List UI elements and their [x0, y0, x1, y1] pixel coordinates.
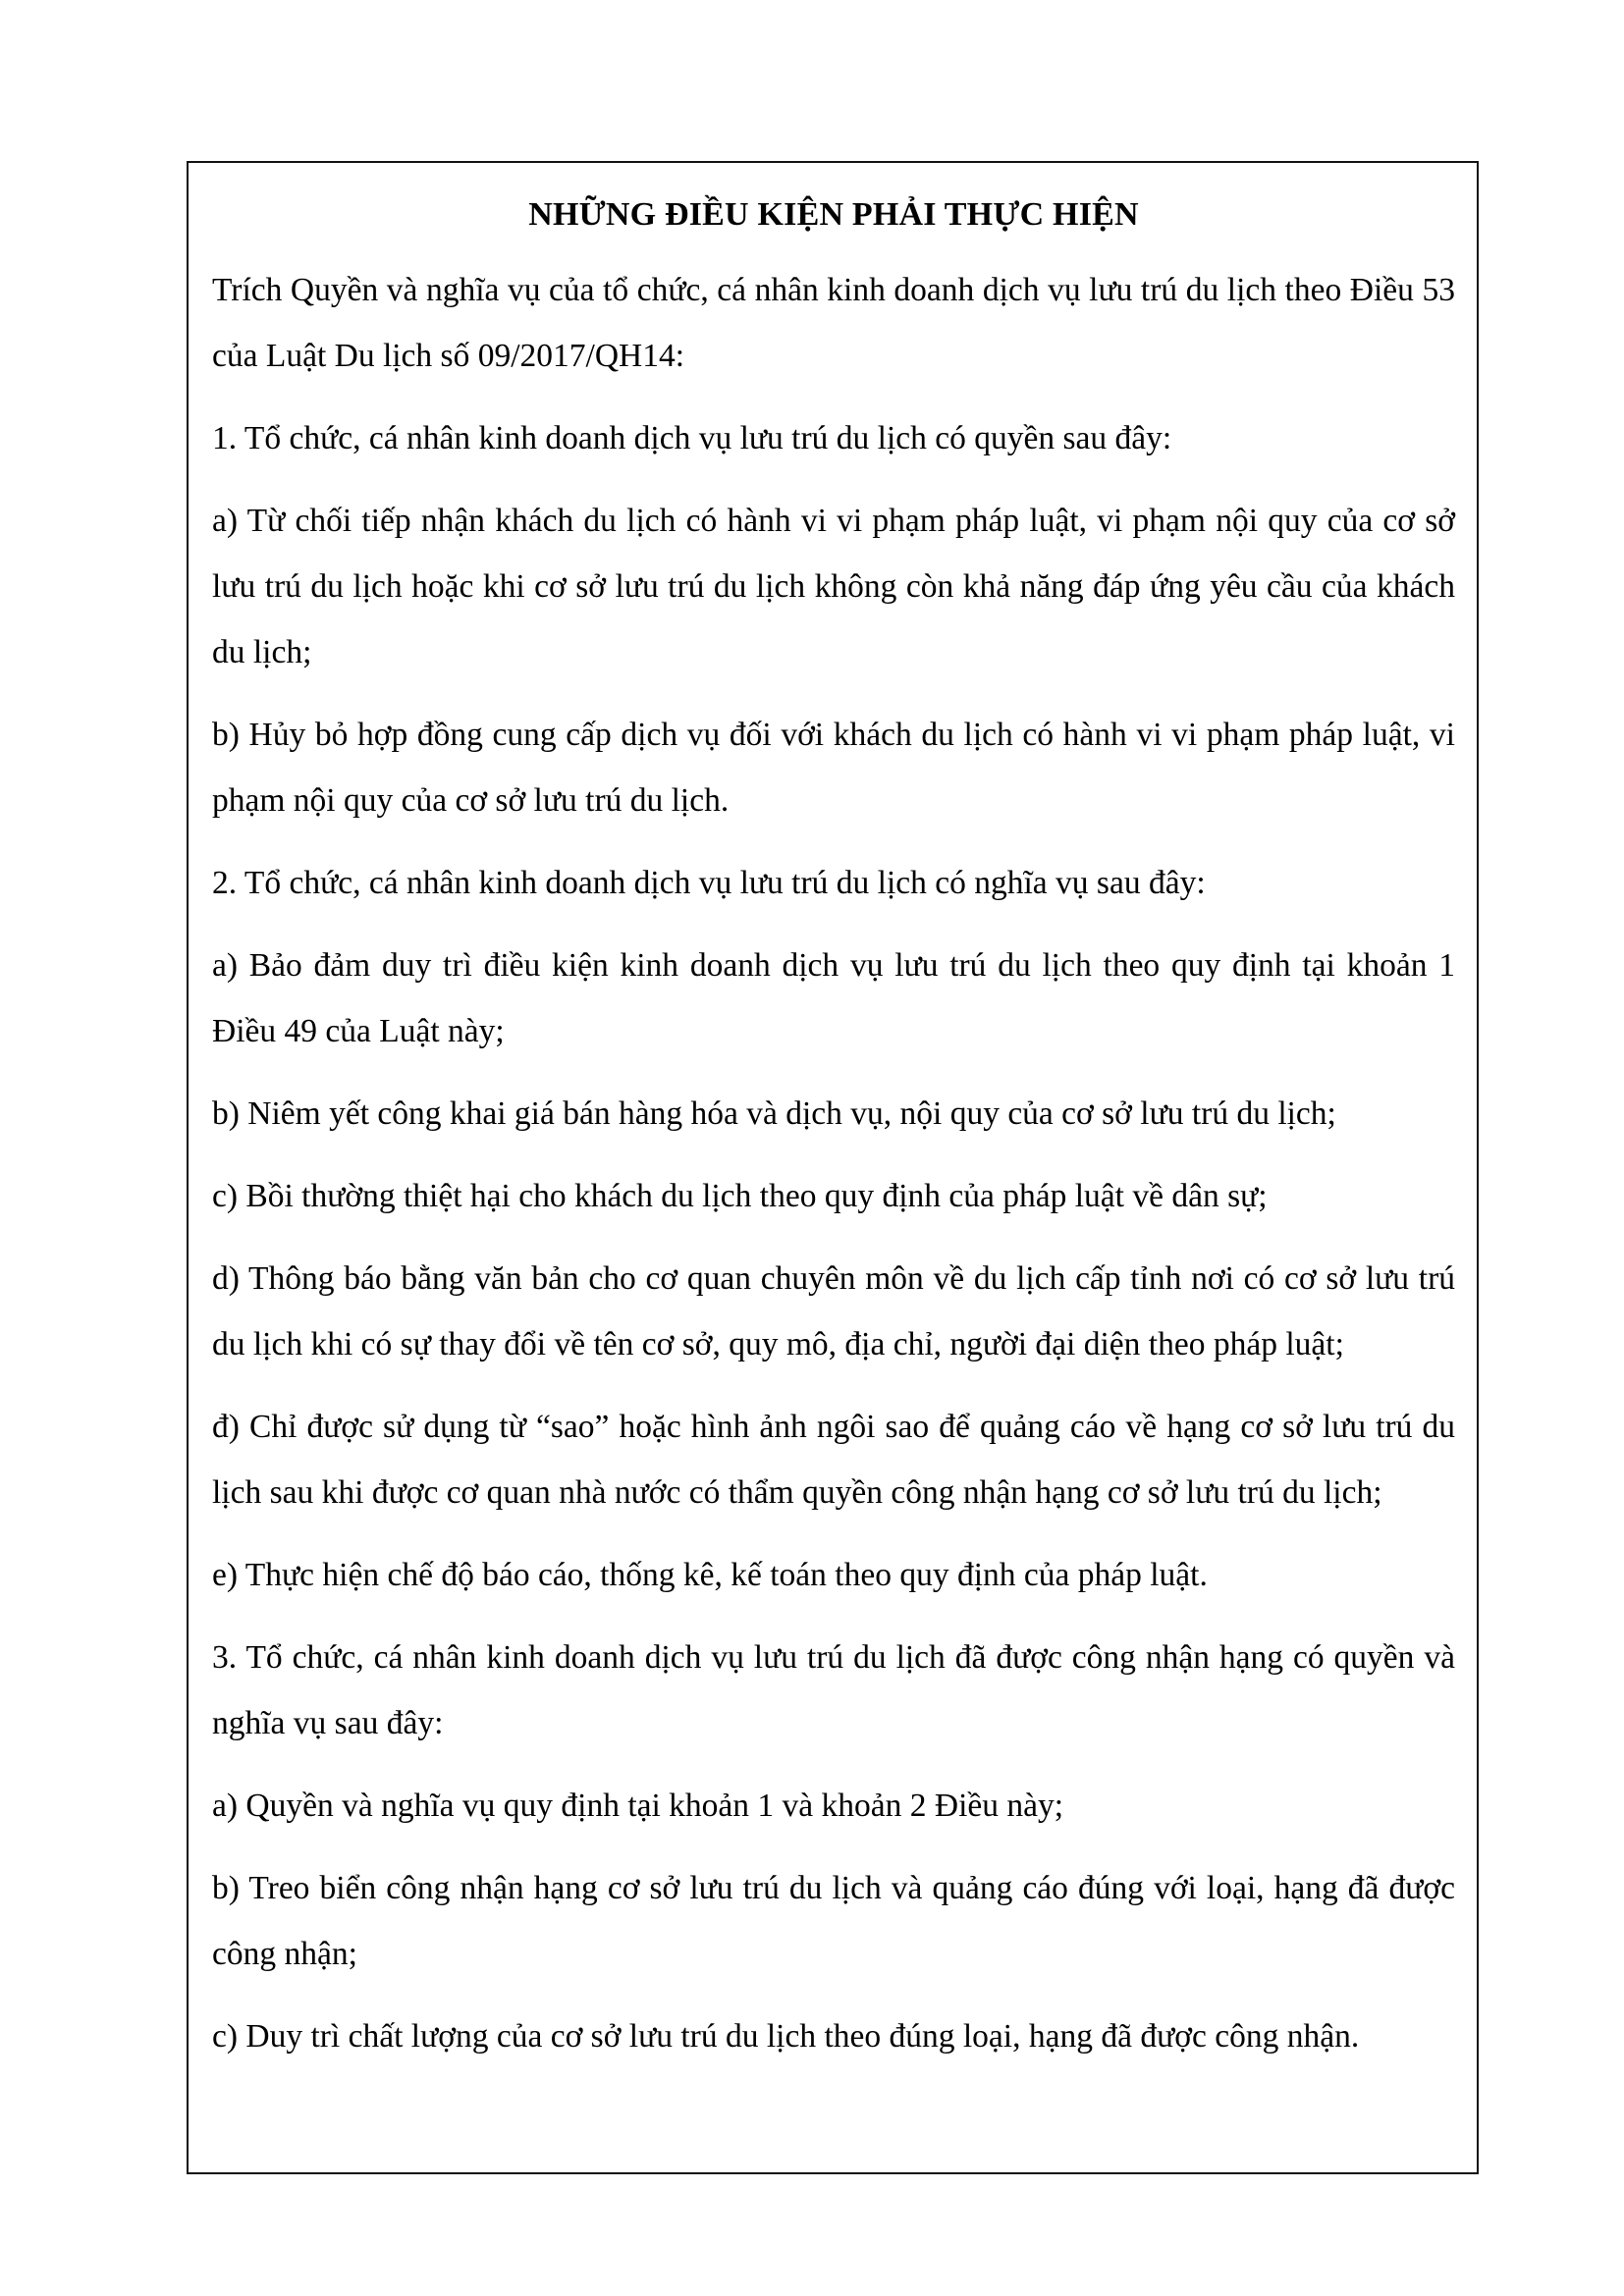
document-frame [187, 161, 1479, 2174]
clause-3-heading: 3. Tổ chức, cá nhân kinh doanh dịch vụ lưu trú du lịch đã được công nhận hạng có quyền và nghĩa vụ sau đây: [212, 1639, 1455, 1741]
clause-2a: a) Bảo đảm duy trì điều kiện kinh doanh dịch vụ lưu trú du lịch theo quy định tại khoản 1 Điều 49 của Luật này; [212, 947, 1455, 1049]
clause-2dd: đ) Chỉ được sử dụng từ “sao” hoặc hình ảnh ngôi sao để quảng cáo về hạng cơ sở lưu trú du lịch sau khi được cơ quan nhà nước có thẩm quyền công nhận hạng cơ sở lưu trú du lịch; [212, 1409, 1455, 1511]
clause-1a: a) Từ chối tiếp nhận khách du lịch có hành vi vi phạm pháp luật, vi phạm nội quy của cơ sở lưu trú du lịch hoặc khi cơ sở lưu trú du lịch không còn khả năng đáp ứng yêu cầu của khách du lịch; [212, 503, 1455, 670]
clause-1b: b) Hủy bỏ hợp đồng cung cấp dịch vụ đối với khách du lịch có hành vi vi phạm pháp luật, vi phạm nội quy của cơ sở lưu trú du lịch. [212, 717, 1455, 819]
clause-3c: c) Duy trì chất lượng của cơ sở lưu trú du lịch theo đúng loại, hạng đã được công nhận. [212, 2018, 1360, 2055]
clause-1-heading: 1. Tổ chức, cá nhân kinh doanh dịch vụ lưu trú du lịch có quyền sau đây: [212, 420, 1172, 456]
clause-2b: b) Niêm yết công khai giá bán hàng hóa và dịch vụ, nội quy của cơ sở lưu trú du lịch; [212, 1095, 1336, 1132]
clause-2c: c) Bồi thường thiệt hại cho khách du lịch theo quy định của pháp luật về dân sự; [212, 1178, 1268, 1214]
clause-2e: e) Thực hiện chế độ báo cáo, thống kê, kế toán theo quy định của pháp luật. [212, 1557, 1208, 1593]
document-body [212, 185, 1455, 2086]
clause-3b: b) Treo biển công nhận hạng cơ sở lưu trú du lịch và quảng cáo đúng với loại, hạng đã được công nhận; [212, 1870, 1455, 1972]
clause-3a: a) Quyền và nghĩa vụ quy định tại khoản 1 và khoản 2 Điều này; [212, 1788, 1064, 1824]
intro-paragraph: Trích Quyền và nghĩa vụ của tổ chức, cá nhân kinh doanh dịch vụ lưu trú du lịch theo Điều 53 của Luật Du lịch số 09/2017/QH14: [212, 272, 1455, 374]
clause-2-heading: 2. Tổ chức, cá nhân kinh doanh dịch vụ lưu trú du lịch có nghĩa vụ sau đây: [212, 865, 1206, 901]
clause-2d: d) Thông báo bằng văn bản cho cơ quan chuyên môn về du lịch cấp tỉnh nơi có cơ sở lưu trú du lịch khi có sự thay đổi về tên cơ sở, quy mô, địa chỉ, người đại diện theo pháp luật; [212, 1260, 1455, 1362]
document-title: NHỮNG ĐIỀU KIỆN PHẢI THỰC HIỆN [528, 196, 1139, 233]
